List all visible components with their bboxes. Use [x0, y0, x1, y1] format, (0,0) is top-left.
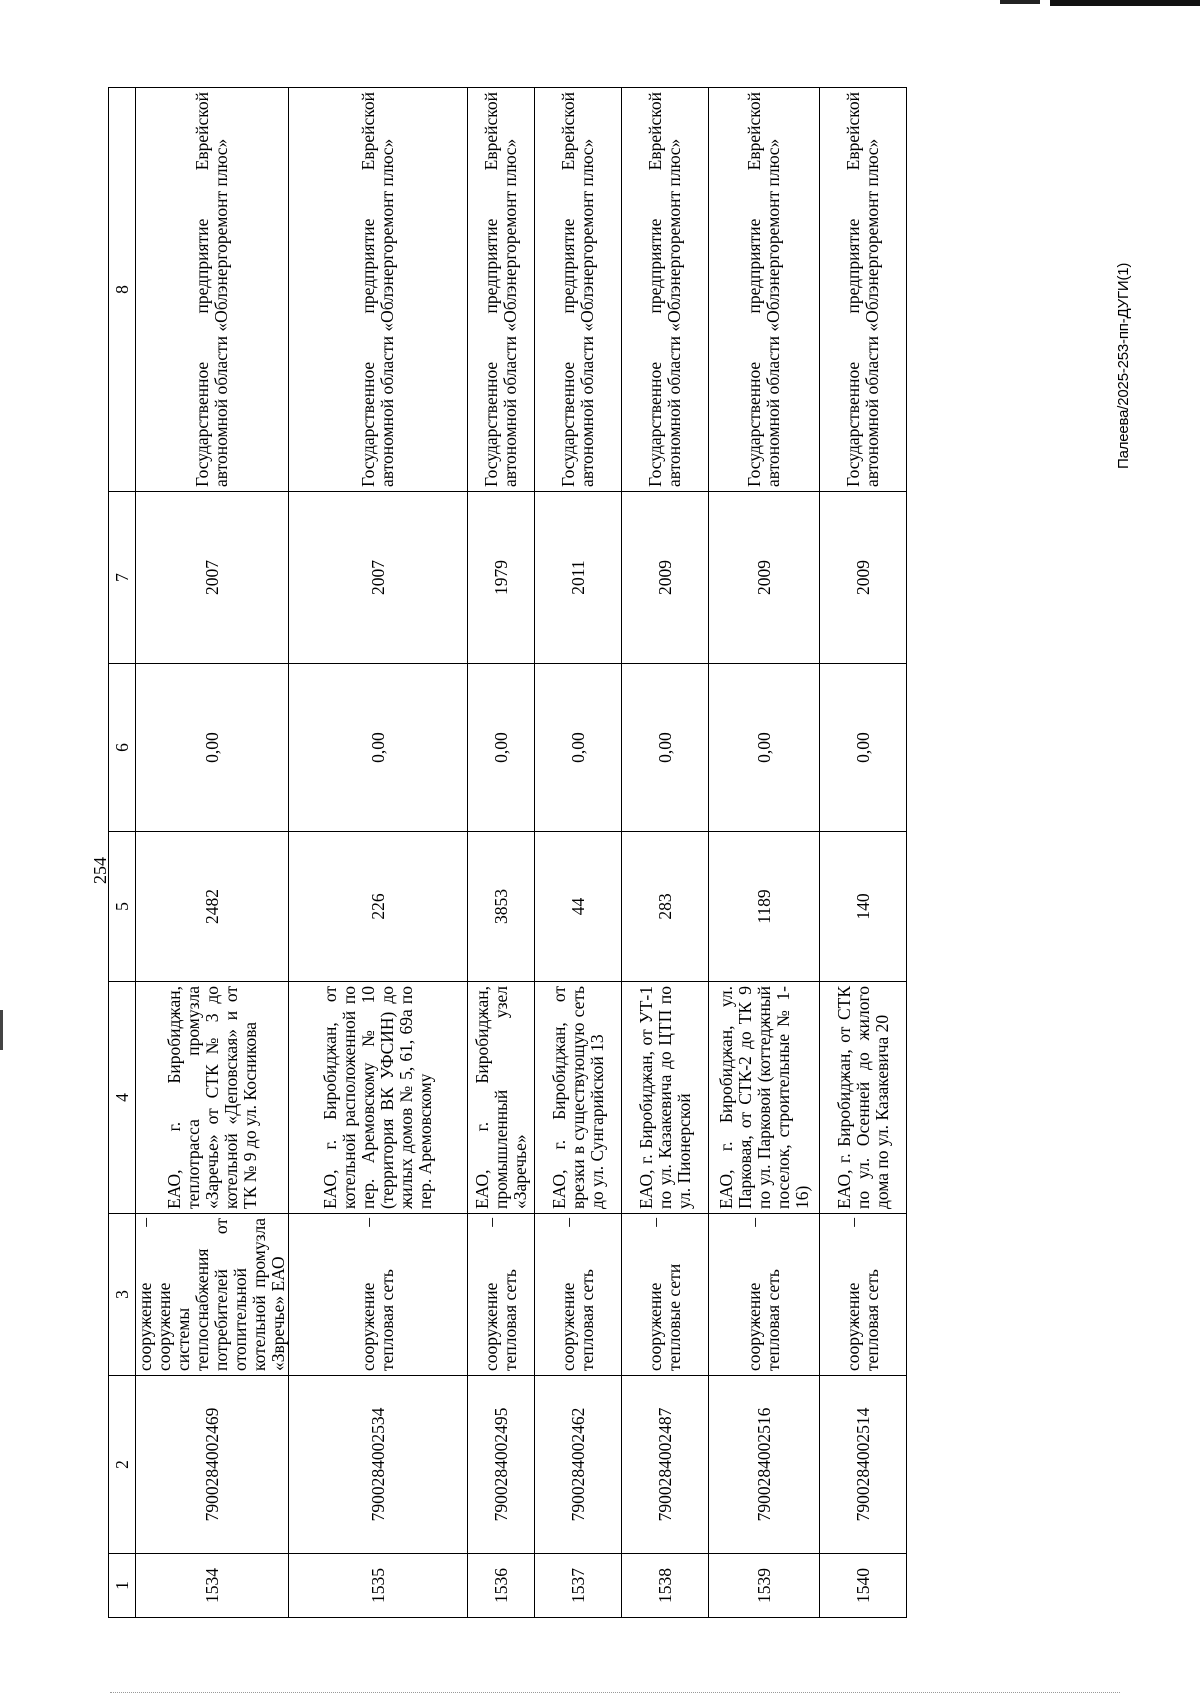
page-number: 254 [90, 857, 110, 884]
object-address: ЕАО, г. Биробиджан, от врезки в существующую сеть до ул. Сунгарийской 13 [535, 982, 622, 1214]
table-row [535, 88, 622, 1618]
row-number: 1534 [136, 1554, 289, 1618]
document-reference: Палеева/2025-253-пп-ДУГИ(1) [1115, 262, 1132, 469]
object-length: 226 [289, 832, 468, 982]
object-name: сооружение – тепловая сеть [535, 1214, 622, 1376]
row-number: 1535 [289, 1554, 468, 1618]
object-length: 140 [820, 832, 907, 982]
object-year: 2009 [820, 492, 907, 664]
object-length: 1189 [709, 832, 820, 982]
object-name: сооружение – сооружение системы теплоснабжения потребителей от отопительной котельной промузла «Звречье» ЕАО [136, 1214, 289, 1376]
row-number: 1537 [535, 1554, 622, 1618]
object-value: 0,00 [468, 664, 535, 832]
table-row [136, 88, 289, 1618]
cadastral-number: 7900284002514 [820, 1376, 907, 1554]
cadastral-number: 7900284002534 [289, 1376, 468, 1554]
cadastral-number: 7900284002462 [535, 1376, 622, 1554]
column-header: 5 [109, 832, 136, 982]
object-value: 0,00 [709, 664, 820, 832]
object-name: сооружение – тепловая сеть [820, 1214, 907, 1376]
object-value: 0,00 [622, 664, 709, 832]
column-header: 4 [109, 982, 136, 1214]
object-length: 2482 [136, 832, 289, 982]
object-address: ЕАО, г. Биробиджан, ул. Парковая, от СТК-2 до ТК 9 по ул. Парковой (коттеджный поселок, строительные № 1-16) [709, 982, 820, 1214]
object-year: 2011 [535, 492, 622, 664]
cadastral-number: 7900284002495 [468, 1376, 535, 1554]
object-value: 0,00 [535, 664, 622, 832]
object-value: 0,00 [289, 664, 468, 832]
object-address: ЕАО, г. Биробиджан, теплотрасса промузла «Заречье» от СТК № 3 до котельной «Деповская» и от ТК № 9 до ул. Косникова [136, 982, 289, 1214]
row-number: 1539 [709, 1554, 820, 1618]
table-row [820, 88, 907, 1618]
cadastral-number: 7900284002487 [622, 1376, 709, 1554]
object-year: 2007 [136, 492, 289, 664]
object-year: 2007 [289, 492, 468, 664]
object-name: сооружение – тепловая сеть [289, 1214, 468, 1376]
rights-holder: Государственное предприятие Еврейской автономной области «Облэнергоремонт плюс» [709, 88, 820, 492]
column-header: 3 [109, 1214, 136, 1376]
object-value: 0,00 [820, 664, 907, 832]
cadastral-number: 7900284002469 [136, 1376, 289, 1554]
rights-holder: Государственное предприятие Еврейской автономной области «Облэнергоремонт плюс» [535, 88, 622, 492]
column-header: 1 [109, 1554, 136, 1618]
table-row [289, 88, 468, 1618]
object-name: сооружение – тепловая сеть [709, 1214, 820, 1376]
object-name: сооружение – тепловая сеть [468, 1214, 535, 1376]
object-value: 0,00 [136, 664, 289, 832]
table-header-row [109, 88, 136, 1618]
object-length: 44 [535, 832, 622, 982]
rights-holder: Государственное предприятие Еврейской автономной области «Облэнергоремонт плюс» [468, 88, 535, 492]
column-header: 7 [109, 492, 136, 664]
object-address: ЕАО, г. Биробиджан, от УТ-1 по ул. Казакевича до ЦТП по ул. Пионерской [622, 982, 709, 1214]
row-number: 1540 [820, 1554, 907, 1618]
object-length: 283 [622, 832, 709, 982]
column-header: 6 [109, 664, 136, 832]
property-registry-table [108, 87, 907, 1618]
table-row [622, 88, 709, 1618]
row-number: 1538 [622, 1554, 709, 1618]
rights-holder: Государственное предприятие Еврейской автономной области «Облэнергоремонт плюс» [622, 88, 709, 492]
rights-holder: Государственное предприятие Еврейской автономной области «Облэнергоремонт плюс» [820, 88, 907, 492]
object-address: ЕАО, г. Биробиджан, промышленный узел «Заречье» [468, 982, 535, 1214]
object-address: ЕАО, г. Биробиджан, от котельной расположенной по пер. Аремовскому № 10 (территория ВК УФСИН) до жилых домов № 5, 61, 69а по пер. Аремовскому [289, 982, 468, 1214]
column-header: 8 [109, 88, 136, 492]
object-length: 3853 [468, 832, 535, 982]
table-row [709, 88, 820, 1618]
object-year: 2009 [709, 492, 820, 664]
row-number: 1536 [468, 1554, 535, 1618]
object-address: ЕАО, г. Биробиджан, от СТК по ул. Осенней до жилого дома по ул. Казакевича 20 [820, 982, 907, 1214]
object-year: 2009 [622, 492, 709, 664]
table-row [468, 88, 535, 1618]
object-year: 1979 [468, 492, 535, 664]
cadastral-number: 7900284002516 [709, 1376, 820, 1554]
rights-holder: Государственное предприятие Еврейской автономной области «Облэнергоремонт плюс» [136, 88, 289, 492]
object-name: сооружение – тепловые сети [622, 1214, 709, 1376]
column-header: 2 [109, 1376, 136, 1554]
rights-holder: Государственное предприятие Еврейской автономной области «Облэнергоремонт плюс» [289, 88, 468, 492]
